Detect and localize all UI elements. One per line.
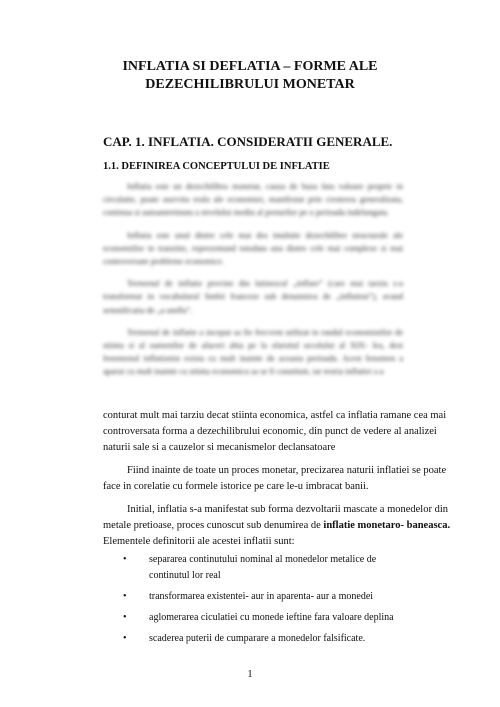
bullet-icon: •: [123, 554, 127, 565]
chapter-heading: CAP. 1. INFLATIA. CONSIDERATII GENERALE.: [103, 134, 393, 149]
bold-term: inflatie monetaro- baneasca.: [323, 520, 451, 531]
document-title: [60, 58, 440, 94]
list-item-text: scaderea puterii de cumparare a monedelor falsificate.: [149, 633, 366, 644]
paragraph-3-text: metale pretioase, proces cunoscut sub denumirea de: [103, 520, 324, 531]
bullet-icon: •: [123, 591, 127, 602]
title-line-2: DEZECHILIBRULUI MONETAR: [145, 77, 355, 92]
body-line: controversata forma a dezechilibrului economic, din punct de vedere al analizei: [103, 426, 437, 437]
page-number: 1: [247, 669, 253, 680]
body-text: [103, 408, 451, 652]
section-heading: 1.1. DEFINIREA CONCEPTULUI DE INFLATIE: [103, 161, 330, 172]
paragraph-2-line-2: face in corelatie cu formele istorice pe care le-u imbracat banii.: [103, 481, 369, 492]
list-item-text: separarea continutului nominal al monedelor metalice de continutul lor real: [149, 554, 377, 581]
blurred-paragraph: Termenul de inflatie a inceput sa fie frecvent utilizat in randul economistilor de stiinta si al oamenilor de afaceri abia pe la sfarsitul secolului al XIX- lea, desi fenomenul inflationist exista cu mult inainte de aceasta perioada. Acest fenomen a aparut cu mult inainte ca stiinta economica sa se fi constituit, iar teoria inflatiei s-a: [103, 326, 403, 377]
paragraph-3-line-1: Initial, inflatia s-a manifestat sub forma dezvoltarii mascate a monedelor din: [127, 504, 449, 515]
blurred-paragraph: Inflatia este unul dintre cele mai des intalnite dezechilibre structurale ale economiilor in tranzitie, reprezentand totodata una dintre cele mai complexe si mai controversate probleme economice.: [103, 229, 403, 267]
bullet-icon: •: [123, 612, 127, 623]
list-item: [103, 552, 403, 584]
bullet-list: [103, 552, 403, 647]
body-line: conturat mult mai tarziu decat stiinta economica, astfel ca inflatia ramane cea mai: [103, 410, 447, 421]
blurred-text-block: [103, 180, 403, 388]
list-item-text: aglomerarea ciculatiei cu monede ieftine fara valoare deplina: [149, 612, 394, 623]
title-line-1: INFLATIA SI DEFLATIA – FORME ALE: [122, 59, 378, 74]
paragraph-3-line-2: [103, 518, 451, 534]
body-line: naturii sale si a cauzelor si mecanismelor declansatoare: [103, 442, 336, 453]
list-item: [103, 631, 403, 647]
list-item: [103, 610, 403, 626]
paragraph-2-line-1: Fiind inainte de toate un proces monetar, precizarea naturii inflatiei se poate: [127, 465, 447, 476]
list-item: [103, 589, 403, 605]
paragraph-3-line-3: Elementele definitorii ale acestei inflatii sunt:: [103, 536, 295, 547]
bullet-icon: •: [123, 633, 127, 644]
blurred-paragraph: Inflatia este un dezechilibru monetar, cauza de baza fata valoare proprie in circulatie, poate aservita reala ale economiei, manifestat prin cresterea generalizata, continua si autoantretinuta a nivelului mediu al preturilor pe o perioada indelungata.: [103, 181, 403, 218]
blurred-paragraph: Termenul de inflatie provine din latinescul „inflare” (care mai tarziu s-a transformat in vocabularul limbii franceze sub denumirea de „inflation”), avand semnificatia de „a umfla”.: [103, 278, 403, 315]
list-item-text: transformarea existentei- aur in aparenta- aur a monedei: [149, 591, 374, 602]
